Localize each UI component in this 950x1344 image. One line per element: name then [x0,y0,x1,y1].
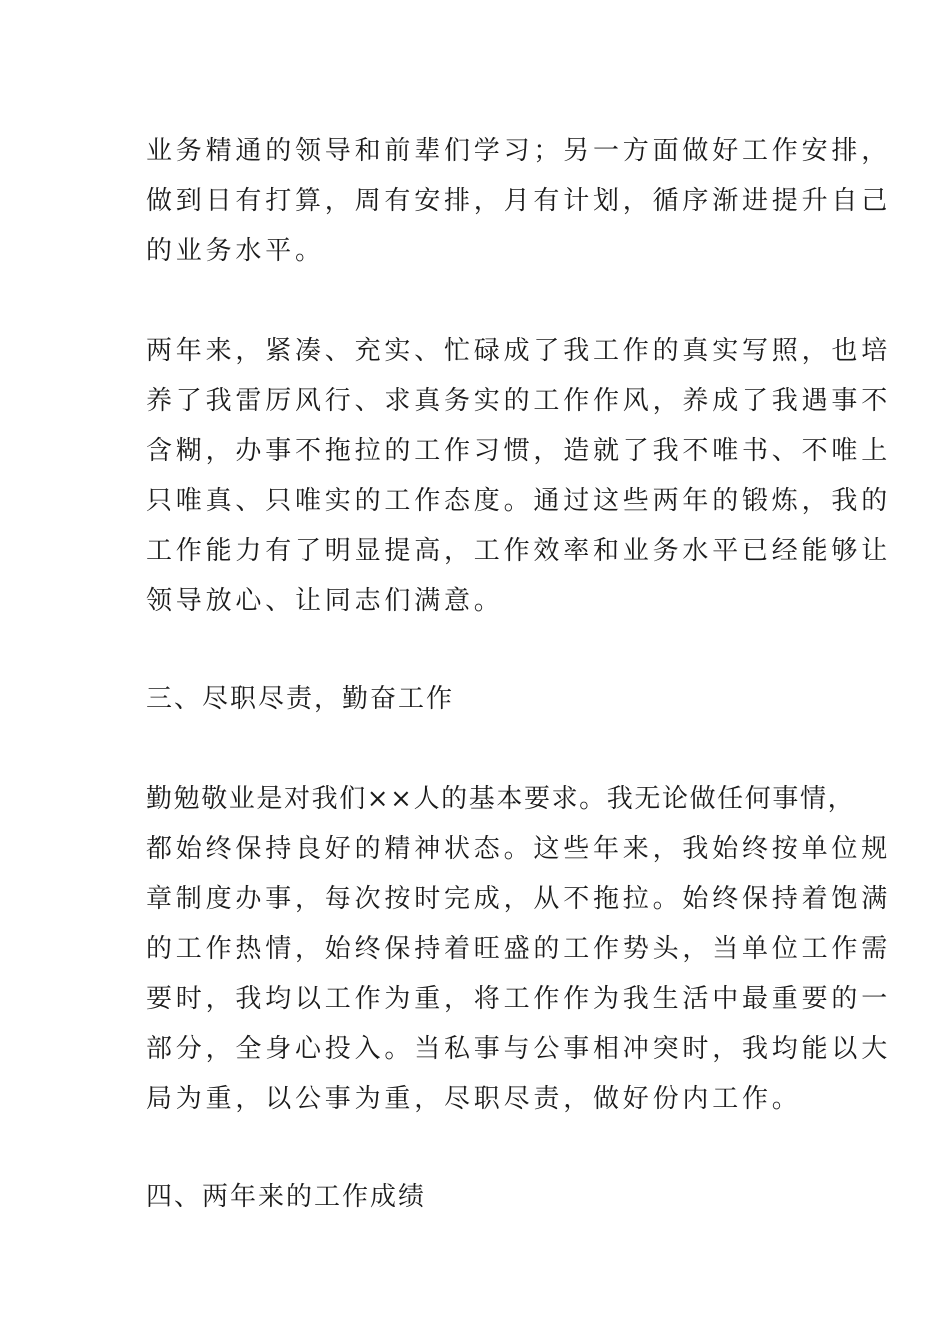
text-line: 养了我雷厉风行、求真务实的工作作风，养成了我遇事不 [146,386,892,416]
text-line: 勤勉敬业是对我们××人的基本要求。我无论做任何事情， [146,784,856,814]
text-line: 两年来，紧凑、充实、忙碌成了我工作的真实写照，也培 [146,336,892,366]
section-heading-4: 四、两年来的工作成绩 [146,1182,427,1212]
text-line: 业务精通的领导和前辈们学习；另一方面做好工作安排， [146,136,892,166]
text-line: 要时，我均以工作为重，将工作作为我生活中最重要的一 [146,984,892,1014]
text-line: 都始终保持良好的精神状态。这些年来，我始终按单位规 [146,834,892,864]
text-line: 章制度办事，每次按时完成，从不拖拉。始终保持着饱满 [146,884,892,914]
section-heading-3: 三、尽职尽责，勤奋工作 [146,684,455,714]
text-line: 只唯真、只唯实的工作态度。通过这些两年的锻炼，我的 [146,486,892,516]
text-line: 工作能力有了明显提高，工作效率和业务水平已经能够让 [146,536,892,566]
text-line: 局为重，以公事为重，尽职尽责，做好份内工作。 [146,1084,802,1114]
text-line: 做到日有打算，周有安排，月有计划，循序渐进提升自己 [146,186,892,216]
text-line: 领导放心、让同志们满意。 [146,586,504,616]
text-line: 的工作热情，始终保持着旺盛的工作势头，当单位工作需 [146,934,892,964]
text-line: 部分，全身心投入。当私事与公事相冲突时，我均能以大 [146,1034,892,1064]
text-line: 的业务水平。 [146,236,325,266]
text-line: 含糊，办事不拖拉的工作习惯，造就了我不唯书、不唯上 [146,436,892,466]
